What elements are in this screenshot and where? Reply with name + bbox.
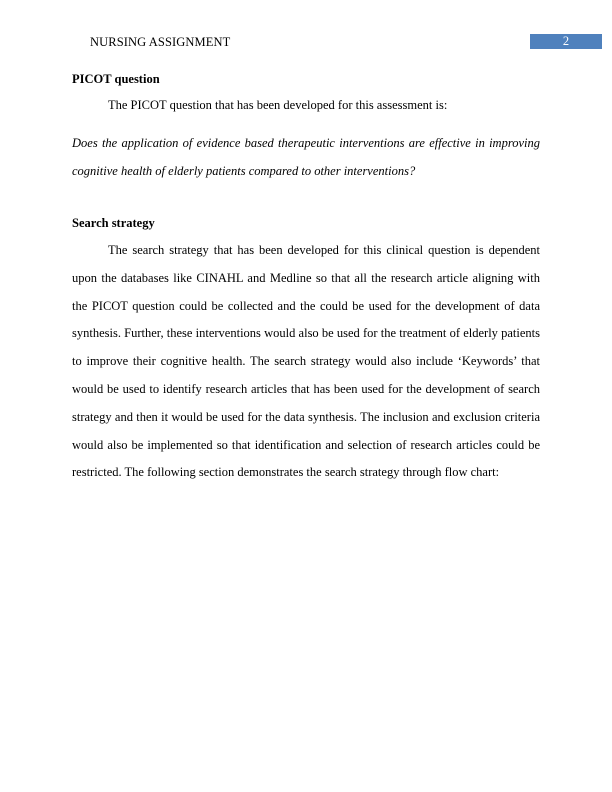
picot-intro: The PICOT question that has been developed for this assessment is: bbox=[108, 98, 448, 112]
running-head: NURSING ASSIGNMENT bbox=[90, 35, 231, 49]
search-strategy-body: The search strategy that has been developed for this clinical question is dependent upon the databases like CINAHL and Medline so that all the research article aligning with the PICOT question could be collected and the could be used for the development of data synthesis. Further, these interventions would also be used for the treatment of elderly patients to improve their cognitive health. The search strategy would also include ‘Keywords’ that would be used to identify research articles that has been used for the development of search strategy and then it would be used for the data synthesis. The inclusion and exclusion criteria would also be implemented so that identification and selection of research articles could be restricted. The following section demonstrates the search strategy through flow chart: bbox=[72, 243, 540, 480]
picot-question: Does the application of evidence based therapeutic interventions are effective in improving cognitive health of elderly patients compared to other interventions? bbox=[72, 136, 540, 178]
page-number: 2 bbox=[530, 34, 602, 49]
picot-heading: PICOT question bbox=[72, 72, 160, 86]
search-strategy-heading: Search strategy bbox=[72, 216, 155, 230]
